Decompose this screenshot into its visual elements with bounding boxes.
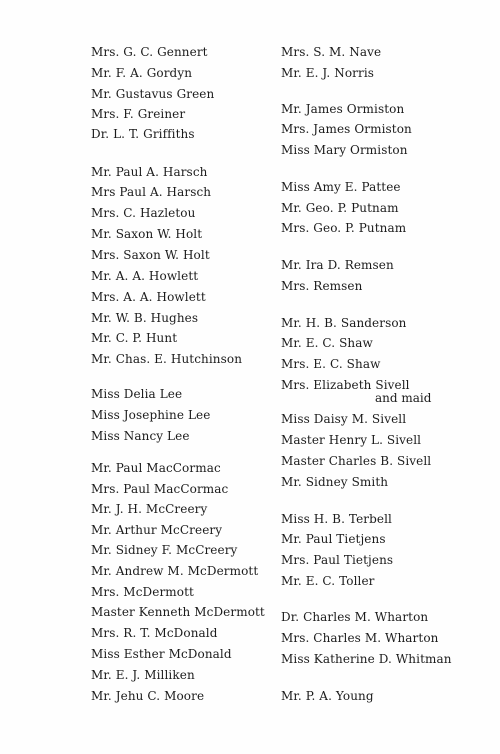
passenger-name: Mr. A. A. Howlett — [91, 269, 199, 283]
passenger-name: Mr. H. B. Sanderson — [281, 316, 407, 330]
passenger-name: Miss H. B. Terbell — [281, 512, 392, 526]
passenger-name: Miss Nancy Lee — [91, 429, 190, 443]
passenger-name: Master Charles B. Sivell — [281, 454, 432, 468]
passenger-name: Mrs. R. T. McDonald — [91, 626, 218, 640]
passenger-name: Mr. P. A. Young — [281, 689, 374, 703]
passenger-name: Mrs. Saxon W. Holt — [91, 248, 210, 262]
passenger-name: Mrs. C. Hazletou — [91, 206, 196, 220]
passenger-name: Mr. Chas. E. Hutchinson — [91, 352, 243, 366]
passenger-name: Mr. E. J. Norris — [281, 66, 375, 80]
passenger-name: Mrs. Paul Tietjens — [281, 553, 394, 567]
passenger-name: Mr. Jehu C. Moore — [91, 689, 205, 703]
passenger-name: Mr. E. C. Shaw — [281, 336, 373, 350]
passenger-name: Mrs. Elizabeth Sivell — [281, 378, 410, 392]
and-maid-note: and maid — [375, 391, 432, 405]
passenger-name: Miss Daisy M. Sivell — [281, 412, 407, 426]
passenger-name: Master Henry L. Sivell — [281, 433, 422, 447]
passenger-name: Mrs. S. M. Nave — [281, 45, 382, 59]
passenger-name: Mr. Arthur McCreery — [91, 523, 223, 537]
passenger-name: Mrs. F. Greiner — [91, 107, 186, 121]
passenger-name: Miss Mary Ormiston — [281, 143, 408, 157]
passenger-name: Miss Esther McDonald — [91, 647, 232, 661]
passenger-name: Miss Katherine D. Whitman — [281, 652, 452, 666]
passenger-name: Mrs. G. C. Gennert — [91, 45, 208, 59]
passenger-name: Mr. Sidney F. McCreery — [91, 543, 238, 557]
passenger-name: Mr. Paul Tietjens — [281, 532, 386, 546]
passenger-name: Mr. James Ormiston — [281, 102, 405, 116]
passenger-name: Mrs. Remsen — [281, 279, 363, 293]
passenger-name: Mrs. Charles M. Wharton — [281, 631, 439, 645]
passenger-name: Mr. C. P. Hunt — [91, 331, 178, 345]
passenger-name: Dr. Charles M. Wharton — [281, 610, 429, 624]
passenger-name: Mr. Saxon W. Holt — [91, 227, 203, 241]
passenger-name: Mr. Paul MacCormac — [91, 461, 221, 475]
passenger-name: Mr. Geo. P. Putnam — [281, 201, 399, 215]
passenger-name: Mr. Sidney Smith — [281, 475, 389, 489]
passenger-name: Dr. L. T. Griffiths — [91, 127, 195, 141]
passenger-name: Mr. J. H. McCreery — [91, 502, 208, 516]
passenger-name: Mr. Paul A. Harsch — [91, 165, 208, 179]
passenger-name: Mrs. A. A. Howlett — [91, 290, 206, 304]
passenger-name: Mr. E. J. Milliken — [91, 668, 195, 682]
passenger-name: Mrs. McDermott — [91, 585, 194, 599]
passenger-name: Master Kenneth McDermott — [91, 605, 265, 619]
passenger-name: Mrs. E. C. Shaw — [281, 357, 381, 371]
passenger-name: Miss Amy E. Pattee — [281, 180, 401, 194]
passenger-name: Mrs. James Ormiston — [281, 122, 412, 136]
passenger-name: Miss Josephine Lee — [91, 408, 211, 422]
passenger-name: Mr. W. B. Hughes — [91, 311, 199, 325]
passenger-name: Mrs Paul A. Harsch — [91, 185, 212, 199]
passenger-name: Mrs. Geo. P. Putnam — [281, 221, 407, 235]
passenger-name: Mr. Gustavus Green — [91, 87, 215, 101]
passenger-name: Mr. E. C. Toller — [281, 574, 375, 588]
passenger-name: Mr. Ira D. Remsen — [281, 258, 394, 272]
passenger-name: Mr. F. A. Gordyn — [91, 66, 193, 80]
passenger-name: Mr. Andrew M. McDermott — [91, 564, 259, 578]
passenger-name: Mrs. Paul MacCormac — [91, 482, 229, 496]
passenger-name: Miss Delia Lee — [91, 387, 183, 401]
